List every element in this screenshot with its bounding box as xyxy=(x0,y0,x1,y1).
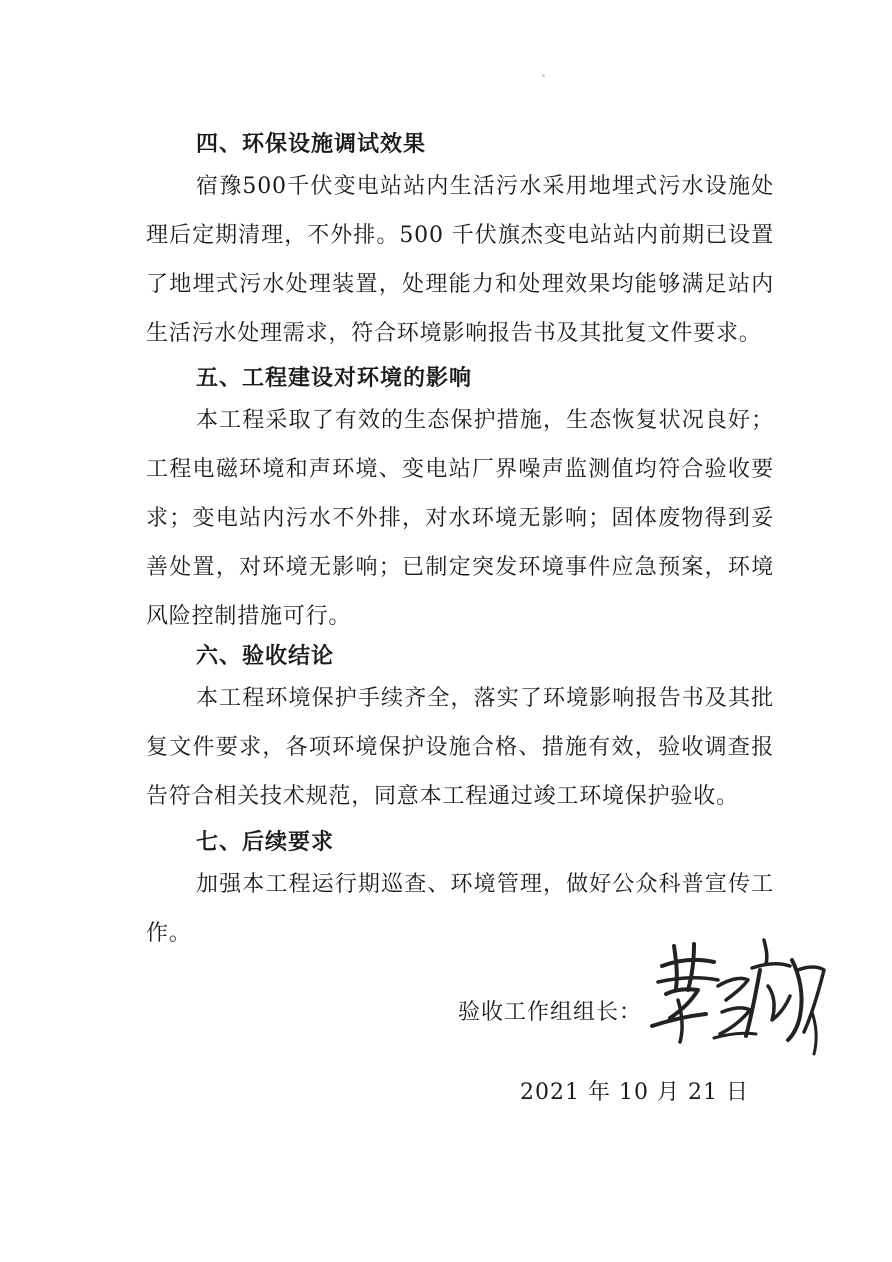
handwritten-signature xyxy=(648,930,828,1060)
document-date: 2021 年 10 月 21 日 xyxy=(520,1080,749,1105)
section-body-4: 宿豫500千伏变电站站内生活污水采用地埋式污水设施处理后定期清理，不外排。500 千伏旗杰变电站站内前期已设置了地埋式污水处理装置，处理能力和处理效果均能够满足站内生活污水处理需求，符合环境影响报告书及其批复文件要求。 xyxy=(146,174,774,346)
section-body-6: 本工程环境保护手续齐全，落实了环境影响报告书及其批复文件要求，各项环境保护设施合格、措施有效，验收调查报告符合相关技术规范，同意本工程通过竣工环境保护验收。 xyxy=(146,686,774,809)
section-body-7: 加强本工程运行期巡查、环境管理，做好公众科普宣传工作。 xyxy=(146,872,774,946)
section-body-5: 本工程采取了有效的生态保护措施，生态恢复状况良好；工程电磁环境和声环境、变电站厂界噪声监测值均符合验收要求；变电站内污水不外排，对水环境无影响；固体废物得到妥善处置，对环境无影响；已制定突发环境事件应急预案，环境风险控制措施可行。 xyxy=(146,408,774,629)
scan-speck xyxy=(542,74,545,77)
section-heading-6: 六、验收结论 xyxy=(196,644,335,669)
signature-label: 验收工作组组长： xyxy=(458,1000,643,1025)
section-heading-5: 五、工程建设对环境的影响 xyxy=(196,366,473,391)
section-heading-7: 七、后续要求 xyxy=(196,830,335,855)
section-heading-4: 四、环保设施调试效果 xyxy=(196,132,427,157)
